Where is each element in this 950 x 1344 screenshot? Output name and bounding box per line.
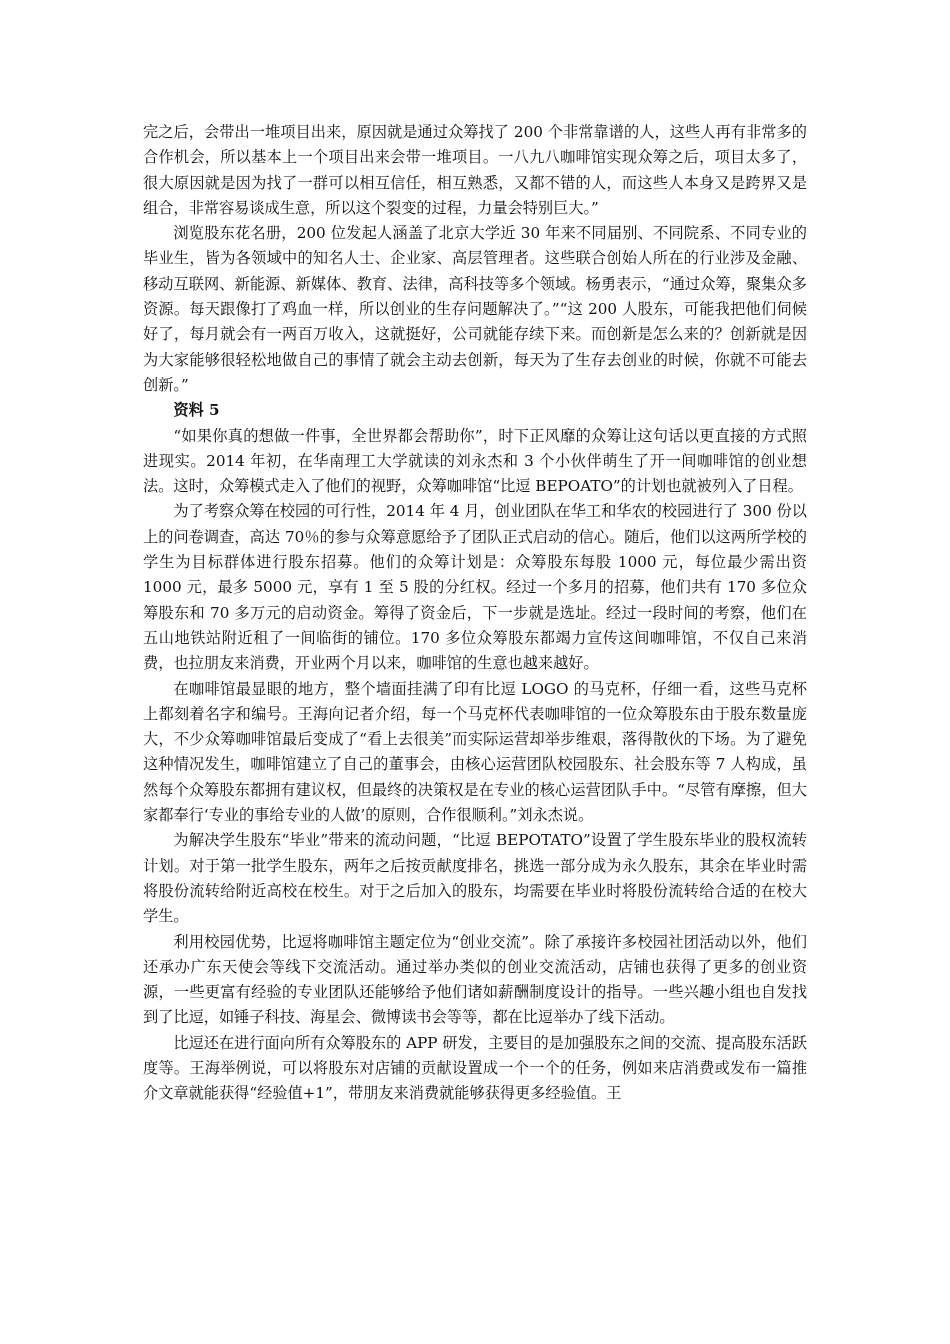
section-heading: 资料 5 — [173, 401, 220, 420]
document-page — [143, 120, 807, 1107]
paragraph-7: 利用校园优势，比逗将咖啡馆主题定位为“创业交流”。除了承接许多校园社团活动以外，他们还承办广东天使会等线下交流活动。通过举办类似的创业交流活动，店铺也获得了更多的创业资源，一些更富有经验的专业团队还能够给予他们诸如薪酬制度设计的指导。一些兴趣小组也自发找到了比逗，如锤子科技、海星会、微博读书会等等，都在比逗举办了线下活动。 — [143, 932, 807, 1027]
paragraph-1: 完之后，会带出一堆项目出来，原因就是通过众筹找了 200 个非常靠谱的人，这些人再有非常多的合作机会，所以基本上一个项目出来会带一堆项目。一八九八咖啡馆实现众筹之后，项目太多了，很大原因就是因为找了一群可以相互信任，相互熟悉，又都不错的人，而这些人本身又是跨界又是组合，非常容易谈成生意，所以这个裂变的过程，力量会特别巨大。” — [143, 123, 807, 217]
paragraph-8: 比逗还在进行面向所有众筹股东的 APP 研发，主要目的是加强股东之间的交流、提高股东活跃度等。王海举例说，可以将股东对店铺的贡献设置成一个一个的任务，例如来店消费或发布一篇推介文章就能获得“经验值+1”，带朋友来消费就能够获得更多经验值。王 — [143, 1033, 807, 1103]
paragraph-5: 在咖啡馆最显眼的地方，整个墙面挂满了印有比逗 LOGO 的马克杯，仔细一看，这些马克杯上都刻着名字和编号。王海向记者介绍，每一个马克杯代表咖啡馆的一位众筹股东由于股东数量庞大，不少众筹咖啡馆最后变成了“看上去很美”而实际运营却举步维艰，落得散伙的下场。为了避免这种情况发生，咖啡馆建立了自己的董事会，由核心运营团队校园股东、社会股东等 7 人构成，虽然每个众筹股东都拥有建议权，但最终的决策权是在专业的核心运营团队手中。“尽管有摩擦，但大家都奉行‘专业的事给专业的人做’的原则，合作很顺利。”刘永杰说。 — [143, 679, 807, 825]
paragraph-2: 浏览股东花名册，200 位发起人涵盖了北京大学近 30 年来不同届别、不同院系、不同专业的毕业生，皆为各领域中的知名人士、企业家、高层管理者。这些联合创始人所在的行业涉及金融、移动互联网、新能源、新媒体、教育、法律，高科技等多个领域。杨勇表示，“通过众筹，聚集众多资源。每天跟像打了鸡血一样，所以创业的生存问题解决了。”“这 200 人股东，可能我把他们伺候好了，每月就会有一两百万收入，这就挺好，公司就能存续下来。而创新是怎么来的？创新就是因为大家能够很轻松地做自己的事情了就会主动去创新，每天为了生存去创业的时候，你就不可能去创新。” — [143, 224, 807, 394]
paragraph-6: 为解决学生股东“毕业”带来的流动问题，“比逗 BEPOTATO”设置了学生股东毕业的股权流转计划。对于第一批学生股东，两年之后按贡献度排名，挑选一部分成为永久股东，其余在毕业时需将股份流转给附近高校在校生。对于之后加入的股东，均需要在毕业时将股份流转给合适的在校大学生。 — [143, 831, 807, 926]
paragraph-4: 为了考察众筹在校园的可行性，2014 年 4 月，创业团队在华工和华农的校园进行了 300 份以上的问卷调查，高达 70％的参与众筹意愿给予了团队正式启动的信心。随后，他们以这两所学校的学生为目标群体进行股东招募。他们的众筹计划是：众筹股东每股 1000 元，每位最少需出资 1000 元，最多 5000 元，享有 1 至 5 股的分红权。经过一个多月的招募，他们共有 170 多位众筹股东和 70 多万元的启动资金。筹得了资金后，下一步就是选址。经过一段时间的考察，他们在五山地铁站附近租了一间临街的铺位。170 多位众筹股东都竭力宣传这间咖啡馆，不仅自己来消费，也拉朋友来消费，开业两个月以来，咖啡馆的生意也越来越好。 — [143, 502, 807, 673]
paragraph-3: “如果你真的想做一件事，全世界都会帮助你”，时下正风靡的众筹让这句话以更直接的方式照进现实。2014 年初，在华南理工大学就读的刘永杰和 3 个小伙伴萌生了开一间咖啡馆的创业想法。这时，众筹模式走入了他们的视野，众筹咖啡馆“比逗 BEPOATO”的计划也就被列入了日程。 — [143, 426, 807, 496]
